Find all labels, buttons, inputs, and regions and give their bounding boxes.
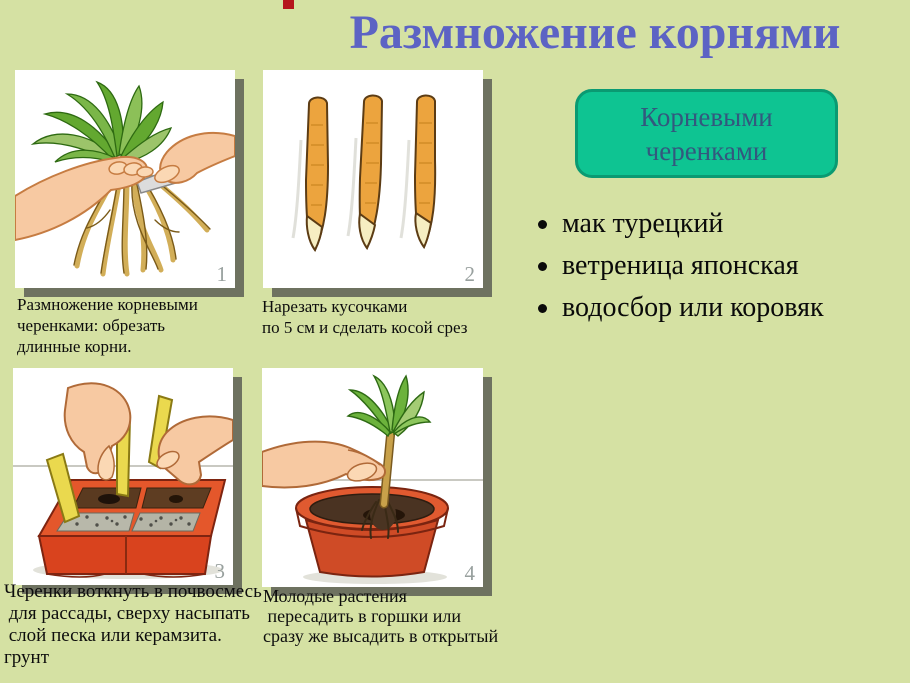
list-item-label: водосбор или коровяк <box>562 292 824 323</box>
step-caption-3: Черенки воткнуть в почвосмесь для рассады, сверху насыпать слой песка или керамзита. грунт <box>4 581 262 668</box>
step-number: 4 <box>464 561 475 585</box>
step-number: 2 <box>464 262 475 286</box>
plant-examples-list <box>538 203 824 329</box>
list-item-label: ветреница японская <box>562 250 799 281</box>
bullet-icon <box>538 220 547 229</box>
step-panel-2 <box>263 70 483 288</box>
step-number: 3 <box>214 559 225 583</box>
three-root-cuttings-icon <box>263 70 483 288</box>
bullet-icon <box>538 304 547 313</box>
list-item-label: мак турецкий <box>562 208 724 239</box>
hands-cutting-plant-roots-icon <box>15 70 235 288</box>
root-cuttings-callout-button[interactable] <box>575 89 838 178</box>
callout-label: Корневыми черенками <box>640 101 773 166</box>
page-title: Размножение корнями <box>349 6 841 59</box>
step-number: 1 <box>216 262 227 286</box>
step-caption-2: Нарезать кусочками по 5 см и сделать косой срез <box>262 297 468 337</box>
step-caption-1: Размножение корневыми черенками: обрезать длинные корни. <box>17 295 198 356</box>
list-item <box>538 287 824 329</box>
step-panel-1 <box>15 70 235 288</box>
step-panel-4 <box>262 368 483 587</box>
bullet-icon <box>538 262 547 271</box>
step-panel-3 <box>13 368 233 585</box>
step-caption-4: Молодые растения пересадить в горшки или сразу же высадить в открытый <box>263 586 499 646</box>
list-item <box>538 245 824 287</box>
planting-tray-icon <box>13 368 233 585</box>
potting-young-plant-icon <box>262 368 483 587</box>
list-item <box>538 203 824 245</box>
